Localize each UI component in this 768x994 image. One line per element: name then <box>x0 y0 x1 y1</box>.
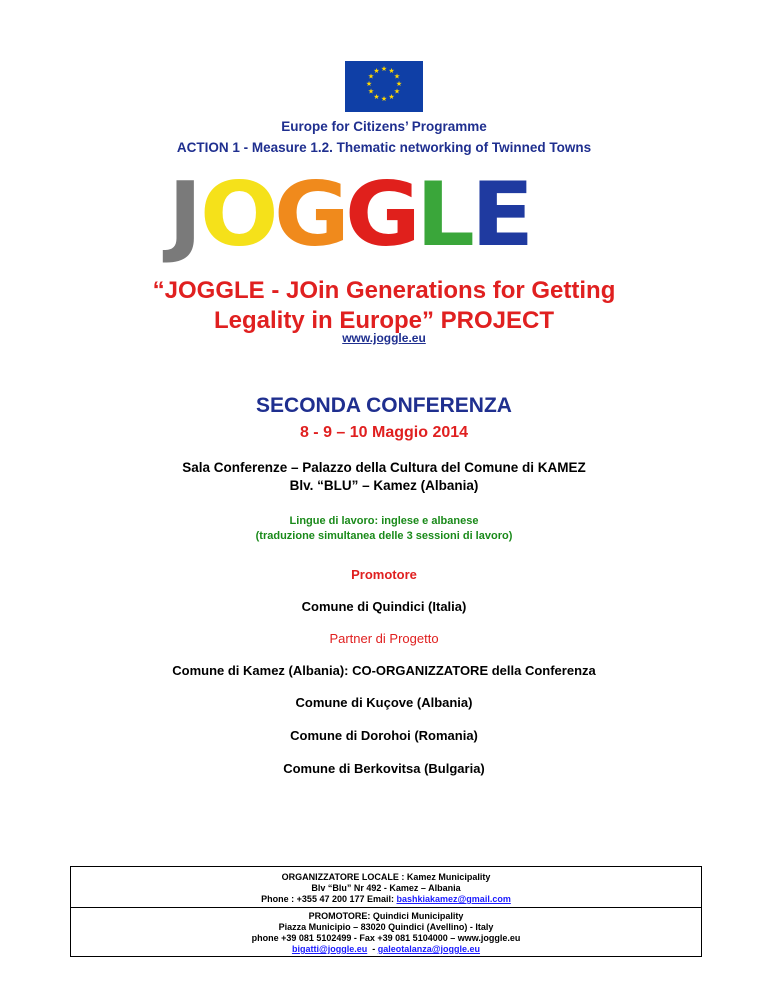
local-organizer-title: ORGANIZZATORE LOCALE : Kamez Municipality <box>281 872 491 882</box>
project-website-link[interactable]: www.joggle.eu <box>342 331 426 345</box>
partner-item: Comune di Berkovitsa (Bulgaria) <box>283 761 485 776</box>
logo-letter-j: J <box>168 163 202 266</box>
working-languages <box>0 514 768 544</box>
conference-title: SECONDA CONFERENZA <box>256 394 512 417</box>
local-email-link[interactable]: bashkiakamez@gmail.com <box>396 894 511 904</box>
venue-line2: Blv. “BLU” – Kamez (Albania) <box>289 478 479 493</box>
promoter-emails <box>71 944 701 955</box>
svg-text:★: ★ <box>395 80 403 88</box>
local-organizer-phone <box>71 894 701 905</box>
logo-letter-g1: G <box>273 163 349 266</box>
svg-text:★: ★ <box>388 67 395 75</box>
svg-text:★: ★ <box>393 87 401 96</box>
promoter-heading: Promotore <box>351 567 417 582</box>
local-phone-text: Phone : +355 47 200 177 Email: <box>261 894 397 904</box>
partner-item: Comune di Dorohoi (Romania) <box>290 728 478 743</box>
logo-letter-o: O <box>199 163 278 266</box>
local-organizer-contact <box>71 872 701 905</box>
promoter-contact-phone: phone +39 081 5102499 - Fax +39 081 5104000 – www.joggle.eu <box>251 933 521 943</box>
footer-divider <box>71 907 701 908</box>
partners-heading: Partner di Progetto <box>329 631 439 646</box>
promoter-email-link-2[interactable]: galeotalanza@joggle.eu <box>377 944 481 954</box>
svg-text:★: ★ <box>367 87 375 96</box>
conference-venue <box>0 459 768 495</box>
action-subtitle: ACTION 1 - Measure 1.2. Thematic networking of Twinned Towns <box>176 140 592 155</box>
svg-text:★: ★ <box>393 72 401 81</box>
partner-item: Comune di Kuçove (Albania) <box>295 695 473 710</box>
languages-line1: Lingue di lavoro: inglese e albanese <box>289 515 479 527</box>
promoter-contact <box>71 911 701 955</box>
venue-line1: Sala Conferenze – Palazzo della Cultura del Comune di KAMEZ <box>182 460 586 475</box>
svg-text:★: ★ <box>388 93 395 101</box>
contact-footer-box <box>70 866 702 957</box>
local-organizer-address: Blv “Blu” Nr 492 - Kamez – Albania <box>311 883 461 893</box>
eu-stars-icon <box>345 61 423 112</box>
svg-text:★: ★ <box>373 67 380 75</box>
partner-item: Comune di Kamez (Albania): CO-ORGANIZZATORE della Conferenza <box>172 663 596 678</box>
email-separator: - <box>367 944 378 954</box>
logo-letter-e: E <box>471 163 534 266</box>
svg-text:★: ★ <box>365 80 373 88</box>
logo-letter-l: L <box>416 163 474 266</box>
svg-text:★: ★ <box>373 93 380 101</box>
programme-title: Europe for Citizens’ Programme <box>281 119 487 134</box>
svg-text:★: ★ <box>380 65 388 73</box>
project-title-line1: “JOGGLE - JOin Generations for Getting <box>152 277 616 304</box>
promoter-name: Comune di Quindici (Italia) <box>301 599 467 614</box>
svg-text:★: ★ <box>380 95 388 103</box>
eu-flag-logo <box>345 61 423 112</box>
languages-line2: (traduzione simultanea delle 3 sessioni di lavoro) <box>255 530 513 542</box>
promoter-email-link-1[interactable]: bigatti@joggle.eu <box>291 944 368 954</box>
logo-letter-g2: G <box>344 163 420 266</box>
project-title <box>0 276 768 336</box>
svg-text:★: ★ <box>367 72 375 81</box>
project-title-line2: Legality in Europe” PROJECT <box>213 307 555 334</box>
conference-dates: 8 - 9 – 10 Maggio 2014 <box>299 424 469 441</box>
promoter-contact-address: Piazza Municipio – 83020 Quindici (Avellino) - Italy <box>278 922 494 932</box>
promoter-contact-title: PROMOTORE: Quindici Municipality <box>308 911 464 921</box>
joggle-logo <box>168 163 534 266</box>
